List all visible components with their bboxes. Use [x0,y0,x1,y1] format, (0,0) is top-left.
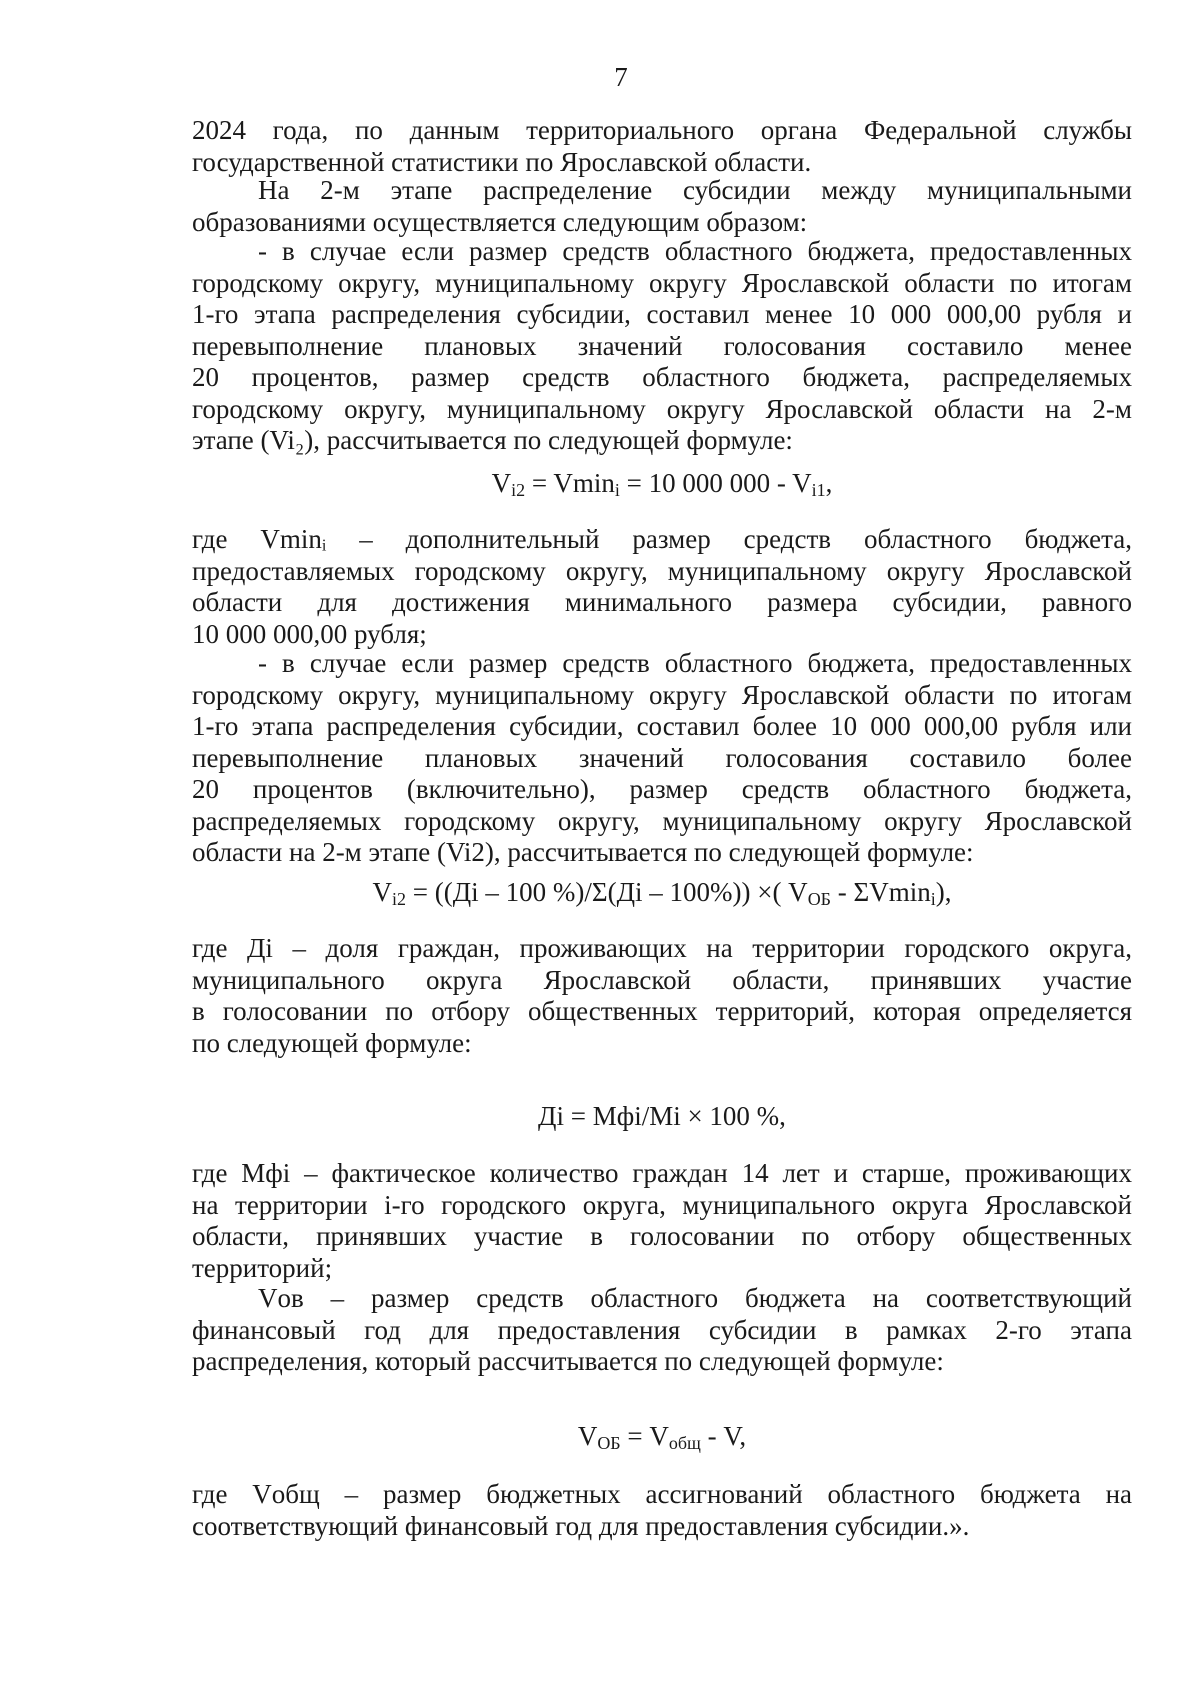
paragraph-9 [192,1479,1132,1542]
paragraph-7 [192,1158,1132,1284]
text-line: где Дi – доля граждан, проживающих на территории городского округа, [192,933,1132,963]
text-line: - в случае если размер средств областного бюджета, предоставленных [258,236,1132,266]
paragraph-3 [192,236,1132,457]
text-line: 1-го этапа распределения субсидии, составил более 10 000 000,00 рубля или [192,711,1132,741]
text-line: где Мфi – фактическое количество граждан 14 лет и старше, проживающих [192,1158,1132,1188]
text-line: на территории i-го городского округа, муниципального округа Ярославской [192,1189,1132,1220]
text-line: - в случае если размер средств областного бюджета, предоставленных [258,648,1132,678]
text-line: перевыполнение плановых значений голосования составило менее [192,330,1132,361]
text-line: по следующей формуле: [192,1027,472,1058]
formula-2: $V_{i2} = ((Дi - 100$ %)/Σ(Дi – 100%)) ×( $V_{ОБ} - \Sigma Vmin_i$), [372,877,952,909]
paragraph-8 [192,1283,1132,1378]
text-line: где Vminᵢ – дополнительный размер средств областного бюджета, [192,524,1132,554]
text-line: области, принявших участие в голосовании по отбору общественных [192,1221,1132,1251]
paragraph-2 [192,175,1132,238]
text-line: распределения, который рассчитывается по следующей формуле: [192,1346,944,1376]
text-line: соответствующий финансовый год для предоставления субсидии.». [192,1510,970,1541]
text-line: государственной статистики по Ярославской области. [192,146,812,177]
text-line: где Vобщ – размер бюджетных ассигнований областного бюджета на [192,1479,1132,1509]
paragraph-5 [192,648,1132,869]
text-line: в голосовании по отбору общественных территорий, которая определяется [192,996,1132,1026]
formula-3: Дi = Мфi/Мi × 100 %, [538,1101,786,1131]
text-line: территорий; [192,1252,333,1283]
formula-1: $V_{i2} = Vmin_i = 10$ 000 $000 - V_{i1}$, [491,468,833,500]
text-line: 20 процентов (включительно), размер средств областного бюджета, [192,774,1132,804]
text-line: области на 2-м этапе (Vi2), рассчитывается по следующей формуле: [192,837,974,867]
text-line: 1-го этапа распределения субсидии, составил менее 10 000 000,00 рубля и [192,299,1132,329]
formula-4: $V_{ОБ} = V_{общ} - V$, [577,1421,747,1453]
text-line: финансовый год для предоставления субсидии в рамках 2-го этапа [192,1314,1132,1345]
text-line: городскому округу, муниципальному округу Ярославской области на 2-м [192,393,1132,424]
text-line: области для достижения минимального размера субсидии, равного [192,587,1132,617]
paragraph-4 [192,524,1132,650]
text-line: На 2-м этапе распределение субсидии между муниципальными [258,175,1132,205]
text-line: муниципального округа Ярославской области, принявших участие [192,964,1132,995]
text-line: распределяемых городскому округу, муниципальному округу Ярославской [192,805,1132,836]
text-line: 2024 года, по данным территориального органа Федеральной службы [192,115,1132,145]
paragraph-6 [192,933,1132,1059]
text-line: перевыполнение плановых значений голосования составило более [192,742,1132,773]
text-line: этапе (Vi₂), рассчитывается по следующей формуле: [192,425,793,455]
text-line: образованиями осуществляется следующим образом: [192,206,808,237]
text-line: 10 000 000,00 рубля; [192,618,427,649]
page-number: 7 [614,62,628,92]
text-line: предоставляемых городскому округу, муниципальному округу Ярославской [192,555,1132,586]
text-line: 20 процентов, размер средств областного бюджета, распределяемых [192,362,1132,392]
paragraph-1 [192,115,1132,178]
text-line: Vᴏʙ – размер средств областного бюджета на соответствующий [258,1283,1132,1313]
text-line: городскому округу, муниципальному округу Ярославской области по итогам [192,267,1132,298]
text-line: городскому округу, муниципальному округу Ярославской области по итогам [192,679,1132,710]
